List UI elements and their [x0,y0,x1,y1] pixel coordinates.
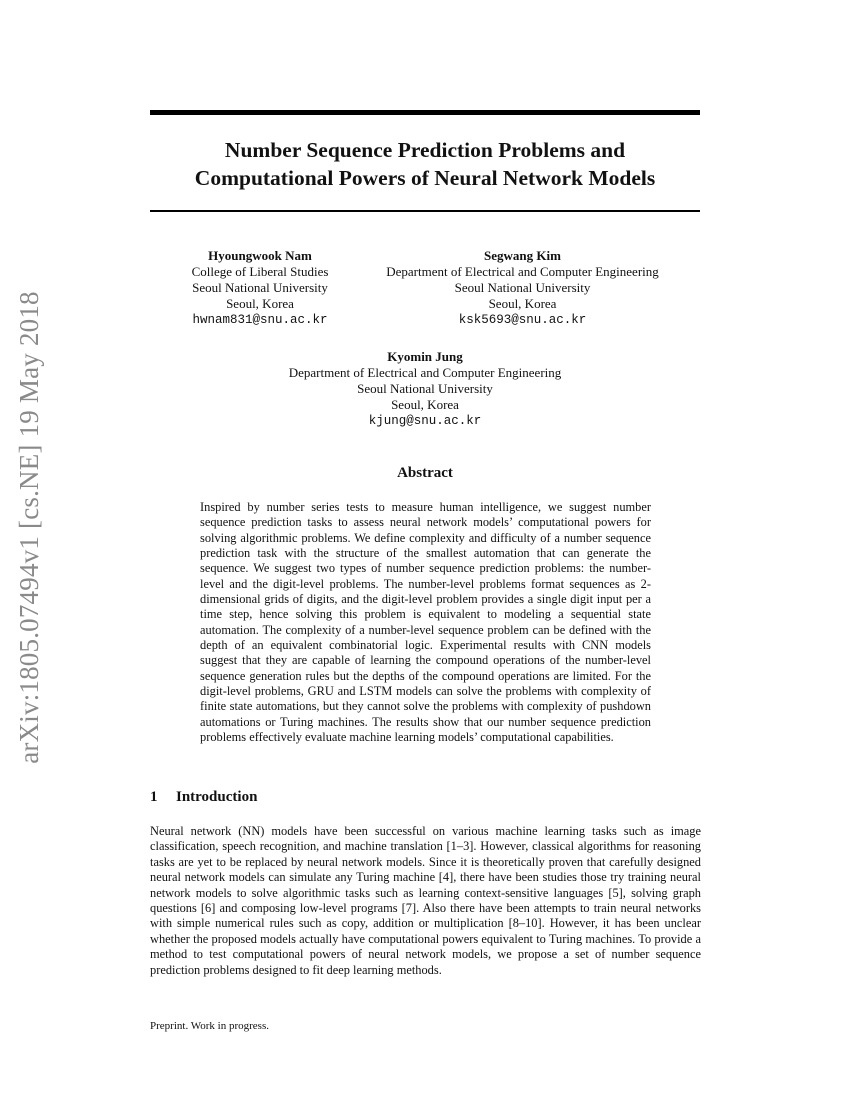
arxiv-identifier-stamp [4,275,54,780]
abstract-text: Inspired by number series tests to measure human intelligence, we suggest number sequence prediction tasks to assess neural network models’ computational powers for solving algorithmic problems. We define complexity and difficulty of a number sequence prediction task with the structure of the smallest automation that can generate the sequence. We suggest two types of number sequence prediction problems: the number-level and the digit-level problems. The number-level problems format sequences as 2-dimensional grids of digits, and the digit-level problem provides a single digit input per a time step, hence solving this problem is equivalent to modeling a sequential state automation. The complexity of a number-level sequence problem can be defined with the depth of an equivalent combinatorial logic. Experimental results with CNN models suggest that they are capable of learning the compound operations of the number-level sequence generation rules but the depths of the compound operations are limited. For the digit-level problems, GRU and LSTM models can solve the problems with complexity of finite state automations, but they cannot solve the problems with complexity of pushdown automations or Turing machines. The results show that our number sequence prediction problems effectively evaluate machine learning models’ computational capabilities. [200,500,651,745]
author-institution: Seoul National University [357,381,493,396]
author-affiliation: College of Liberal Studies [191,264,329,279]
paper-title-line-1: Number Sequence Prediction Problems and [224,138,626,162]
author-name: Hyoungwook Nam [208,248,312,263]
title-bottom-rule [150,210,700,212]
author-email: kjung@snu.ac.kr [368,414,482,428]
title-top-rule [150,110,700,115]
author-affiliation: Department of Electrical and Computer Engineering [386,264,659,279]
abstract-heading: Abstract [397,465,453,481]
paper-title [150,136,700,192]
preprint-footnote: Preprint. Work in progress. [150,1020,269,1032]
author-location: Seoul, Korea [488,296,557,311]
author-location: Seoul, Korea [391,397,459,412]
section-title: Introduction [176,789,258,805]
section-number: 1 [150,789,158,805]
author-location: Seoul, Korea [226,296,294,311]
author-name: Segwang Kim [484,248,561,263]
author-name: Kyomin Jung [387,349,463,364]
section-heading-introduction [150,789,257,806]
author-email: hwnam831@snu.ac.kr [192,313,328,327]
author-institution: Seoul National University [192,280,328,295]
introduction-paragraph: Neural network (NN) models have been successful on various machine learning tasks such as image classification, speech recognition, and machine translation [1–3]. However, classical algorithms for reasoning tasks are yet to be replaced by neural network models. Since it is theoretically proven that carefully designed neural network models can simulate any Turing machine [4], there have been studies those try training neural network models to solve algorithmic tasks such as learning context-sensitive languages [5], solving graph questions [6] and composing low-level programs [7]. Also there have been attempts to train neural networks with simple numerical rules such as copy, addition or multiplication [8–10]. However, it has been unclear whether the proposed models actually have computational powers equivalent to Turing machines. To provide a method to test computational powers of neural network models, we propose a set of number sequence prediction problems designed to fit deep learning methods. [150,824,701,977]
author-institution: Seoul National University [454,280,591,295]
author-affiliation: Department of Electrical and Computer Engineering [288,365,562,380]
author-block-2 [370,248,675,328]
author-email: ksk5693@snu.ac.kr [458,313,587,327]
author-block-1 [170,248,350,328]
paper-title-line-2: Computational Powers of Neural Network Models [194,166,656,190]
author-block-3 [270,349,580,429]
arxiv-identifier-text: arXiv:1805.07494v1 [cs.NE] 19 May 2018 [13,291,44,764]
